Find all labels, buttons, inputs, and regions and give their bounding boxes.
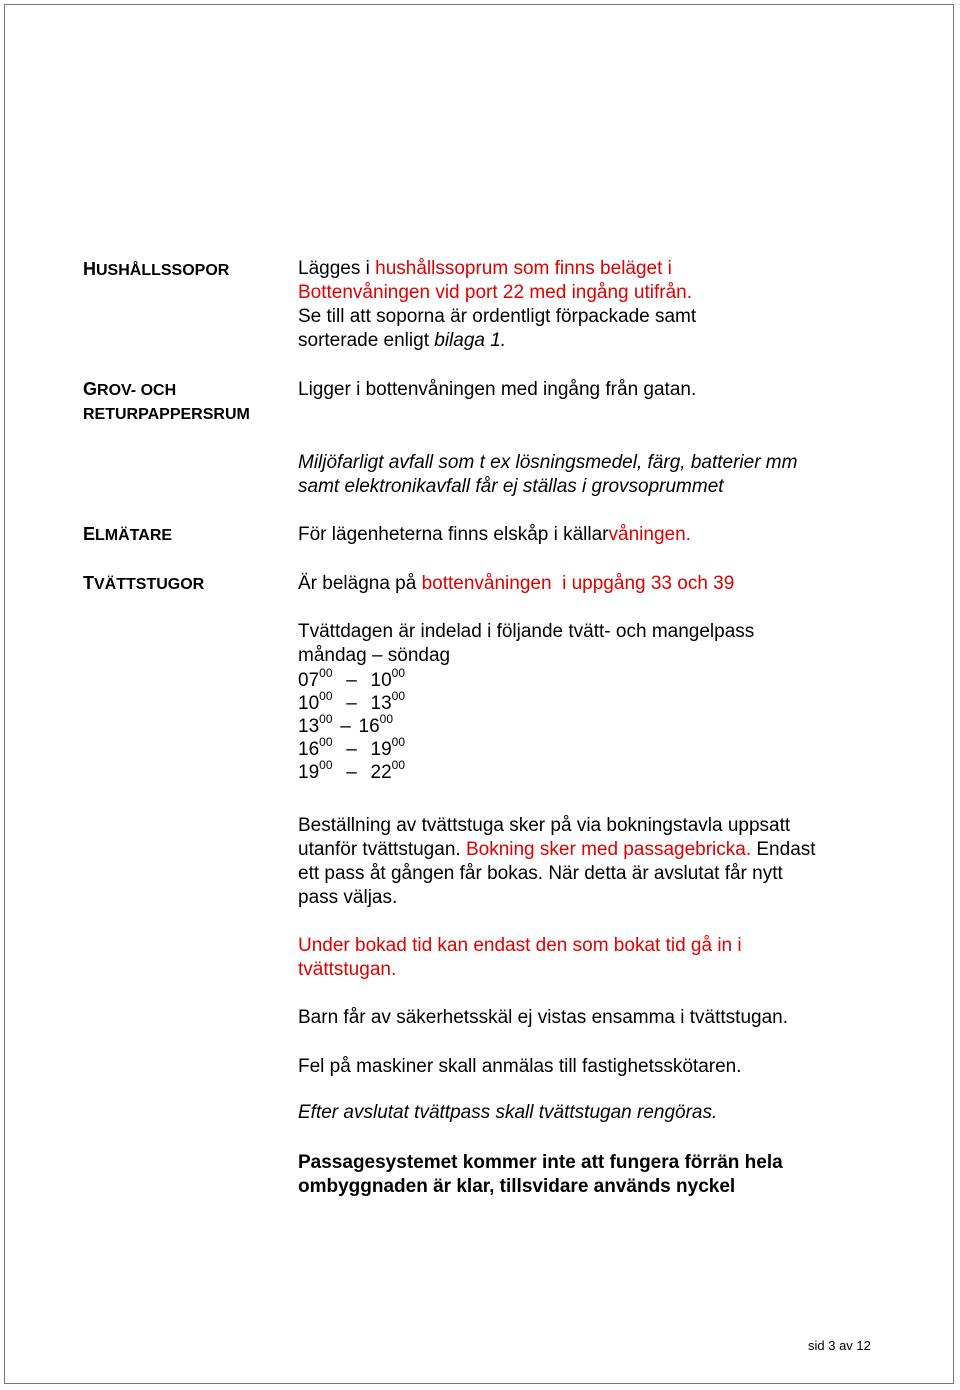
- text-tvattdagen: Tvättdagen är indelad i följande tvätt- och mangelpass måndag – söndag: [298, 621, 755, 666]
- time-slot: $10^{00} - 13^{00}$: [298, 689, 405, 714]
- text-tvattstugor: Är belägna på bottenvåningen i uppgång 33 och 39: [298, 573, 735, 594]
- time-slot: $07^{00} - 10^{00}$: [298, 666, 405, 691]
- label-tvattstugor: TVÄTTSTUGOR: [83, 573, 205, 593]
- time-slot: $13^{00} - 16^{00}$: [298, 712, 393, 737]
- text-efter: Efter avslutat tvättpass skall tvättstugan rengöras.: [298, 1102, 718, 1123]
- label-hushallssopor: HUSHÅLLSSOPOR: [83, 259, 230, 279]
- text-barn: Barn får av säkerhetsskäl ej vistas ensamma i tvättstugan.: [298, 1007, 788, 1028]
- text-passagesystem: Passagesystemet kommer inte att fungera förrän hela ombyggnaden är klar, tillsvidare används nyckel: [298, 1152, 783, 1197]
- text-fel: Fel på maskiner skall anmälas till fastighetsskötaren.: [298, 1056, 742, 1077]
- time-slot: $19^{00} - 22^{00}$: [298, 758, 405, 783]
- text-miljofarligt: Miljöfarligt avfall som t ex lösningsmedel, färg, batterier mm samt elektronikavfall får ej ställas i grovsoprummet: [298, 452, 798, 497]
- label-grov: GROV- OCH RETURPAPPERSRUM: [83, 379, 250, 423]
- text-grov: Ligger i bottenvåningen med ingång från gatan.: [298, 379, 697, 400]
- time-slot: $16^{00} - 19^{00}$: [298, 735, 405, 760]
- text-elmatare: För lägenheterna finns elskåp i källarvåningen.: [298, 524, 691, 545]
- text-hushallssopor: Lägges i hushållssoprum som finns beläget i Bottenvåningen vid port 22 med ingång utifrån. Se till att soporna är ordentligt förpackade samt sorterade enligt bilaga 1.: [298, 258, 697, 351]
- text-bokad-tid: Under bokad tid kan endast den som bokat tid gå in i tvättstugan.: [298, 935, 742, 980]
- label-elmatare: ELMÄTARE: [83, 524, 173, 544]
- page-number: sid 3 av 12: [808, 1338, 871, 1353]
- text-bestallning: Beställning av tvättstuga sker på via bokningstavla uppsatt utanför tvättstugan. Bokning sker med passagebricka. Endast ett pass åt gången får bokas. När detta är avslutat får nytt pass väljas.: [298, 815, 816, 908]
